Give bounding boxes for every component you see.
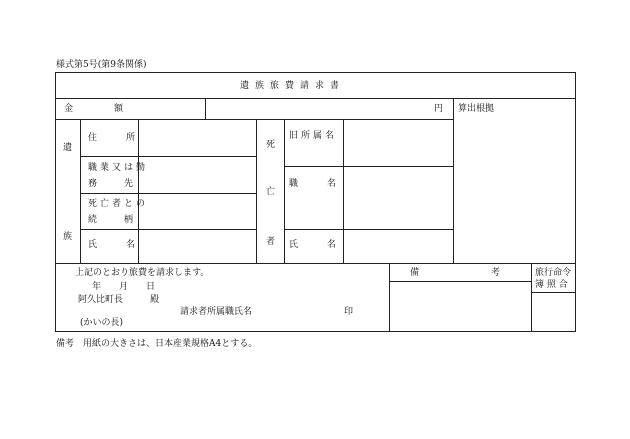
remarks-divider <box>389 263 390 331</box>
claimant-label: 請求者所属職氏名 <box>180 307 253 317</box>
travel-order-label-2: 簿 照 合 <box>535 280 568 290</box>
bereaved-value-divider <box>256 119 257 263</box>
bereaved-row-1 <box>80 156 256 157</box>
amount-row-divider <box>55 119 453 120</box>
bereaved-row-3 <box>80 229 256 230</box>
footnote: 備考 用紙の大きさは、日本産業規格A4とする。 <box>56 339 258 349</box>
amount-label-divider <box>205 98 206 119</box>
relation-label-2: 続 柄 <box>88 215 137 225</box>
deceased-row-1 <box>284 166 453 167</box>
relation-label-1: 死亡者との <box>88 199 149 209</box>
claim-addressee: 阿久比町長 殿 <box>78 295 160 305</box>
remarks-header-divider <box>389 281 531 282</box>
deceased-side-divider <box>284 119 285 263</box>
claim-note: (かいの長) <box>80 318 124 328</box>
claim-date: 年 月 日 <box>92 282 156 292</box>
title-row-divider <box>55 98 576 99</box>
deceased-row-2 <box>284 229 453 230</box>
deceased-name-label: 氏 名 <box>289 240 347 250</box>
address-label: 住 所 <box>88 133 146 143</box>
frame-left <box>55 72 56 331</box>
bereaved-side-top: 遺 <box>63 143 73 153</box>
frame-top <box>55 72 576 73</box>
remarks-label: 備 考 <box>410 268 501 278</box>
position-label: 職 名 <box>289 179 347 189</box>
details-bottom-divider <box>55 263 576 264</box>
frame-bottom <box>55 331 576 332</box>
travel-order-header-divider <box>531 292 576 293</box>
calc-basis-divider <box>453 98 454 263</box>
travel-order-label-1: 旅行命令 <box>535 268 572 278</box>
calc-basis-label: 算出根拠 <box>458 104 495 114</box>
bereaved-side-divider <box>80 119 81 263</box>
bereaved-row-2 <box>80 193 256 194</box>
occupation-label-1: 職業又は勤 <box>88 163 149 173</box>
claim-statement: 上記のとおり旅費を請求します。 <box>75 268 210 278</box>
travel-order-divider <box>531 263 532 331</box>
page-title: 遺族旅費請求書 <box>240 81 346 91</box>
seal-mark: 印 <box>344 307 354 317</box>
deceased-side-3: 者 <box>266 237 276 247</box>
form-number-label: 様式第5号(第9条関係) <box>56 60 147 70</box>
amount-label: 金 額 <box>64 104 125 114</box>
bereaved-side-bottom: 族 <box>63 232 73 242</box>
deceased-side-2: 亡 <box>266 187 276 197</box>
deceased-side-1: 死 <box>266 140 276 150</box>
occupation-label-2: 務 先 <box>88 179 137 189</box>
bereaved-name-label: 氏 名 <box>88 240 146 250</box>
amount-unit: 円 <box>434 104 444 114</box>
former-dept-label: 旧所属名 <box>289 131 338 141</box>
